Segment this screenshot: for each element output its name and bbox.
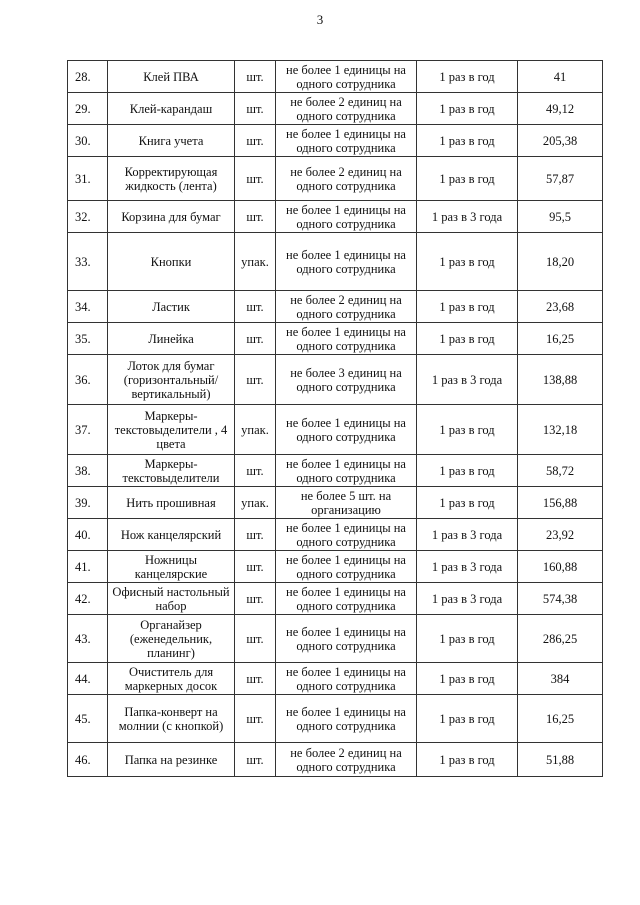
frequency-cell: 1 раз в год bbox=[417, 233, 518, 291]
price-cell: 16,25 bbox=[518, 323, 603, 355]
row-number-cell: 29. bbox=[68, 93, 108, 125]
price-cell: 205,38 bbox=[518, 125, 603, 157]
table-row bbox=[68, 291, 603, 323]
norm-cell: не более 2 единиц на одного сотрудника bbox=[276, 291, 417, 323]
table-row bbox=[68, 355, 603, 405]
unit-cell: шт. bbox=[235, 355, 276, 405]
item-name-cell: Кнопки bbox=[108, 233, 235, 291]
row-number-cell: 45. bbox=[68, 695, 108, 743]
row-number-cell: 38. bbox=[68, 455, 108, 487]
table-row bbox=[68, 61, 603, 93]
item-name-cell: Корректирующая жидкость (лента) bbox=[108, 157, 235, 201]
price-cell: 57,87 bbox=[518, 157, 603, 201]
table-row bbox=[68, 125, 603, 157]
frequency-cell: 1 раз в год bbox=[417, 157, 518, 201]
table-row bbox=[68, 157, 603, 201]
item-name-cell: Офисный настольный набор bbox=[108, 583, 235, 615]
unit-cell: шт. bbox=[235, 201, 276, 233]
norm-cell: не более 1 единицы на одного сотрудника bbox=[276, 615, 417, 663]
table-row bbox=[68, 743, 603, 777]
unit-cell: шт. bbox=[235, 583, 276, 615]
norm-cell: не более 1 единицы на одного сотрудника bbox=[276, 125, 417, 157]
item-name-cell: Нить прошивная bbox=[108, 487, 235, 519]
frequency-cell: 1 раз в год bbox=[417, 93, 518, 125]
row-number-cell: 32. bbox=[68, 201, 108, 233]
item-name-cell: Корзина для бумаг bbox=[108, 201, 235, 233]
item-name-cell: Органайзер (еженедельник, планинг) bbox=[108, 615, 235, 663]
row-number-cell: 44. bbox=[68, 663, 108, 695]
supplies-table bbox=[67, 60, 603, 777]
unit-cell: шт. bbox=[235, 743, 276, 777]
price-cell: 160,88 bbox=[518, 551, 603, 583]
unit-cell: шт. bbox=[235, 663, 276, 695]
row-number-cell: 46. bbox=[68, 743, 108, 777]
norm-cell: не более 2 единиц на одного сотрудника bbox=[276, 93, 417, 125]
price-cell: 384 bbox=[518, 663, 603, 695]
price-cell: 51,88 bbox=[518, 743, 603, 777]
norm-cell: не более 1 единицы на одного сотрудника bbox=[276, 323, 417, 355]
frequency-cell: 1 раз в год bbox=[417, 743, 518, 777]
item-name-cell: Ножницы канцелярские bbox=[108, 551, 235, 583]
norm-cell: не более 1 единицы на одного сотрудника bbox=[276, 583, 417, 615]
row-number-cell: 39. bbox=[68, 487, 108, 519]
item-name-cell: Папка-конверт на молнии (с кнопкой) bbox=[108, 695, 235, 743]
item-name-cell: Ластик bbox=[108, 291, 235, 323]
frequency-cell: 1 раз в год bbox=[417, 663, 518, 695]
row-number-cell: 42. bbox=[68, 583, 108, 615]
price-cell: 23,92 bbox=[518, 519, 603, 551]
unit-cell: шт. bbox=[235, 125, 276, 157]
price-cell: 23,68 bbox=[518, 291, 603, 323]
row-number-cell: 33. bbox=[68, 233, 108, 291]
norm-cell: не более 2 единиц на одного сотрудника bbox=[276, 157, 417, 201]
item-name-cell: Маркеры-текстовыделители , 4 цвета bbox=[108, 405, 235, 455]
item-name-cell: Лоток для бумаг (горизонтальный/ вертикальный) bbox=[108, 355, 235, 405]
unit-cell: шт. bbox=[235, 615, 276, 663]
row-number-cell: 31. bbox=[68, 157, 108, 201]
table-row bbox=[68, 405, 603, 455]
row-number-cell: 36. bbox=[68, 355, 108, 405]
item-name-cell: Книга учета bbox=[108, 125, 235, 157]
frequency-cell: 1 раз в год bbox=[417, 405, 518, 455]
frequency-cell: 1 раз в год bbox=[417, 695, 518, 743]
item-name-cell: Линейка bbox=[108, 323, 235, 355]
price-cell: 132,18 bbox=[518, 405, 603, 455]
table-row bbox=[68, 487, 603, 519]
frequency-cell: 1 раз в год bbox=[417, 615, 518, 663]
table-row bbox=[68, 695, 603, 743]
unit-cell: шт. bbox=[235, 455, 276, 487]
frequency-cell: 1 раз в год bbox=[417, 487, 518, 519]
norm-cell: не более 1 единицы на одного сотрудника bbox=[276, 61, 417, 93]
norm-cell: не более 1 единицы на одного сотрудника bbox=[276, 695, 417, 743]
row-number-cell: 35. bbox=[68, 323, 108, 355]
item-name-cell: Очиститель для маркерных досок bbox=[108, 663, 235, 695]
unit-cell: шт. bbox=[235, 93, 276, 125]
price-cell: 49,12 bbox=[518, 93, 603, 125]
norm-cell: не более 1 единицы на одного сотрудника bbox=[276, 405, 417, 455]
frequency-cell: 1 раз в 3 года bbox=[417, 519, 518, 551]
norm-cell: не более 5 шт. на организацию bbox=[276, 487, 417, 519]
item-name-cell: Клей-карандаш bbox=[108, 93, 235, 125]
table-row bbox=[68, 583, 603, 615]
norm-cell: не более 1 единицы на одного сотрудника bbox=[276, 455, 417, 487]
row-number-cell: 30. bbox=[68, 125, 108, 157]
unit-cell: шт. bbox=[235, 519, 276, 551]
row-number-cell: 43. bbox=[68, 615, 108, 663]
table-row bbox=[68, 551, 603, 583]
norm-cell: не более 1 единицы на одного сотрудника bbox=[276, 233, 417, 291]
page-number: 3 bbox=[316, 12, 324, 27]
row-number-cell: 41. bbox=[68, 551, 108, 583]
norm-cell: не более 2 единиц на одного сотрудника bbox=[276, 743, 417, 777]
frequency-cell: 1 раз в год bbox=[417, 291, 518, 323]
unit-cell: упак. bbox=[235, 487, 276, 519]
frequency-cell: 1 раз в 3 года bbox=[417, 201, 518, 233]
table-row bbox=[68, 93, 603, 125]
unit-cell: шт. bbox=[235, 61, 276, 93]
table-row bbox=[68, 615, 603, 663]
unit-cell: шт. bbox=[235, 157, 276, 201]
row-number-cell: 40. bbox=[68, 519, 108, 551]
frequency-cell: 1 раз в 3 года bbox=[417, 551, 518, 583]
unit-cell: шт. bbox=[235, 323, 276, 355]
table-row bbox=[68, 455, 603, 487]
unit-cell: упак. bbox=[235, 405, 276, 455]
price-cell: 41 bbox=[518, 61, 603, 93]
item-name-cell: Папка на резинке bbox=[108, 743, 235, 777]
norm-cell: не более 1 единицы на одного сотрудника bbox=[276, 519, 417, 551]
frequency-cell: 1 раз в год bbox=[417, 61, 518, 93]
unit-cell: шт. bbox=[235, 291, 276, 323]
norm-cell: не более 1 единицы на одного сотрудника bbox=[276, 551, 417, 583]
table-row bbox=[68, 519, 603, 551]
item-name-cell: Нож канцелярский bbox=[108, 519, 235, 551]
table-row bbox=[68, 233, 603, 291]
row-number-cell: 37. bbox=[68, 405, 108, 455]
price-cell: 286,25 bbox=[518, 615, 603, 663]
row-number-cell: 28. bbox=[68, 61, 108, 93]
price-cell: 138,88 bbox=[518, 355, 603, 405]
table-row bbox=[68, 201, 603, 233]
frequency-cell: 1 раз в год bbox=[417, 455, 518, 487]
frequency-cell: 1 раз в 3 года bbox=[417, 355, 518, 405]
item-name-cell: Клей ПВА bbox=[108, 61, 235, 93]
price-cell: 95,5 bbox=[518, 201, 603, 233]
unit-cell: упак. bbox=[235, 233, 276, 291]
price-cell: 58,72 bbox=[518, 455, 603, 487]
unit-cell: шт. bbox=[235, 551, 276, 583]
table-row bbox=[68, 663, 603, 695]
table-row bbox=[68, 323, 603, 355]
norm-cell: не более 1 единицы на одного сотрудника bbox=[276, 663, 417, 695]
frequency-cell: 1 раз в год bbox=[417, 323, 518, 355]
row-number-cell: 34. bbox=[68, 291, 108, 323]
price-cell: 16,25 bbox=[518, 695, 603, 743]
price-cell: 156,88 bbox=[518, 487, 603, 519]
price-cell: 18,20 bbox=[518, 233, 603, 291]
norm-cell: не более 3 единиц на одного сотрудника bbox=[276, 355, 417, 405]
norm-cell: не более 1 единицы на одного сотрудника bbox=[276, 201, 417, 233]
unit-cell: шт. bbox=[235, 695, 276, 743]
frequency-cell: 1 раз в 3 года bbox=[417, 583, 518, 615]
frequency-cell: 1 раз в год bbox=[417, 125, 518, 157]
price-cell: 574,38 bbox=[518, 583, 603, 615]
item-name-cell: Маркеры-текстовыделители bbox=[108, 455, 235, 487]
